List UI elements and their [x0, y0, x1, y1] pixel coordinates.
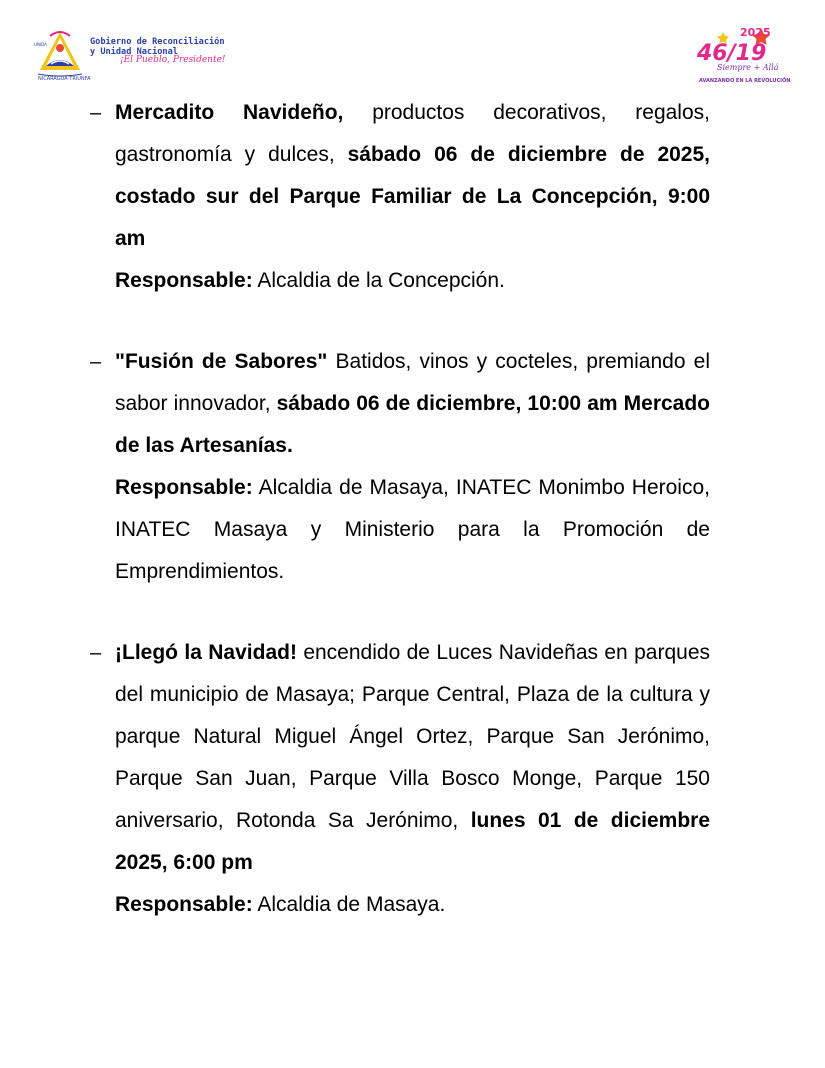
event-item-llego-navidad: [90, 632, 710, 926]
responsible-label: Responsable:: [115, 893, 253, 916]
event-date: sábado 06 de diciembre, 10:00 am Mercado de las Artesanías.: [115, 392, 711, 457]
responsible-text: Alcaldia de Masaya, INATEC Monimbo Heroico, INATEC Masaya y Ministerio para la Promoción de Emprendimientos.: [115, 476, 710, 583]
slogan-text: ¡El Pueblo, Presidente!: [120, 55, 226, 65]
anniversary-logo: [693, 22, 791, 88]
logo-left-side-text: UNIDA: [34, 42, 47, 47]
event-description: [115, 92, 710, 260]
event-date: lunes 01 de diciembre 2025, 6:00 pm: [115, 809, 710, 874]
logo-right-year: 2025: [740, 26, 771, 39]
event-responsible: [115, 260, 710, 302]
responsible-text: Alcaldia de Masaya.: [252, 893, 446, 916]
government-name-line2: y Unidad Nacional: [90, 46, 178, 57]
bullet-dash: –: [90, 642, 102, 664]
government-name-line1: Gobierno de Reconciliación: [90, 37, 225, 47]
event-desc: Batidos, vinos y cocteles, premiando el sabor innovador,: [115, 350, 710, 415]
event-item-fusion-sabores: [90, 341, 710, 593]
page-header: [0, 0, 825, 95]
responsible-text: Alcaldia de la Concepción.: [252, 269, 505, 292]
bullet-dash: –: [90, 351, 102, 373]
event-desc: encendido de Luces Navideñas en parques del municipio de Masaya; Parque Central, Plaza de la cultura y parque Natural Miguel Ángel Ortez, Parque San Jerónimo, Parque San Juan, Parque Villa Bosco Monge, Parque 150 aniversario, Rotonda Sa Jerónimo,: [115, 641, 710, 832]
event-item-mercadito: [90, 92, 710, 302]
logo-right-arc-text: AVANZANDO EN LA REVOLUCIÓN: [699, 78, 791, 84]
event-description: [115, 341, 710, 467]
logo-right-number: 46/19: [697, 41, 767, 66]
event-responsible: [115, 884, 710, 926]
event-title: ¡Llegó la Navidad!: [115, 641, 297, 664]
event-responsible: [115, 467, 710, 593]
event-title: "Fusión de Sabores": [115, 350, 328, 373]
responsible-label: Responsable:: [115, 476, 253, 499]
responsible-label: Responsable:: [115, 269, 253, 292]
event-list: [90, 92, 710, 965]
logo-right-tagline: Siempre + Allá: [717, 63, 779, 72]
event-title: Mercadito Navideño,: [115, 101, 344, 124]
event-desc: productos decorativos, regalos, gastronomía y dulces,: [115, 101, 710, 166]
government-emblem-logo: [32, 24, 91, 82]
logo-left-arc-text: NICARAGUA TRIUNFA: [38, 76, 91, 82]
event-date: sábado 06 de diciembre de 2025, costado sur del Parque Familiar de La Concepción, 9:00 am: [115, 143, 710, 250]
bullet-dash: –: [90, 102, 102, 124]
event-description: [115, 632, 710, 884]
